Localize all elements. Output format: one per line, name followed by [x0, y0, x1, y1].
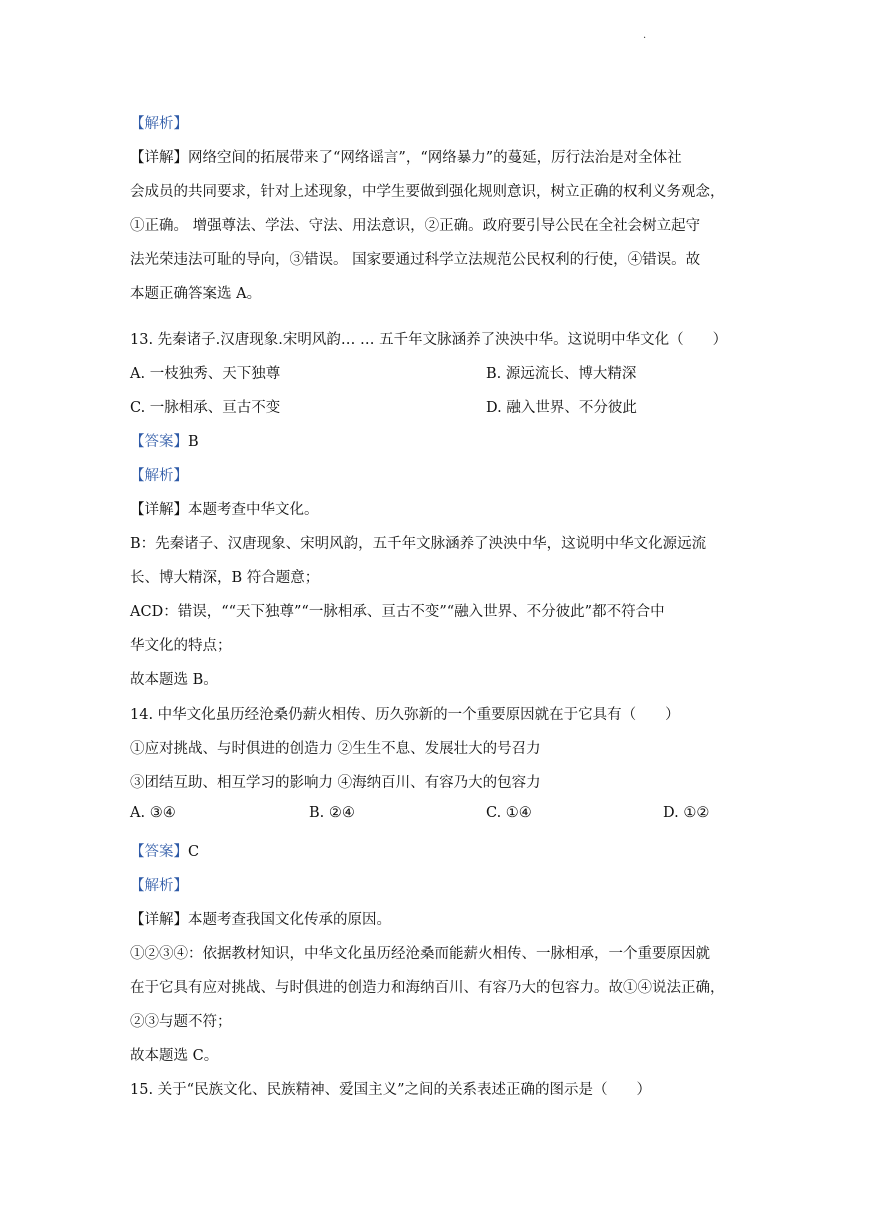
detail-text-line: 长、博大精深，B 符合题意； — [130, 570, 320, 586]
detail-text-line: 会成员的共同要求，针对上述现象，中学生要做到强化规则意识，树立正确的权利义务观念， — [130, 184, 725, 200]
detail-label: 【详解】 — [130, 912, 188, 928]
options-row — [130, 396, 730, 417]
analysis-label: 【解析】 — [130, 468, 188, 484]
option-d: D. 融入世界、不分彼此 — [486, 400, 637, 416]
detail-text-line: 华文化的特点； — [130, 638, 232, 654]
answer-value: B — [188, 434, 199, 450]
option-c: C. ①④ — [486, 805, 532, 821]
option-d: D. ①② — [663, 805, 710, 821]
analysis-label: 【解析】 — [130, 116, 188, 132]
detail-text-line: 法光荣违法可耻的导向，③错误。 国家要通过科学立法规范公民权利的行使，④错误。故 — [130, 252, 701, 268]
answer-label: 【答案】 — [130, 844, 188, 860]
options-row — [130, 362, 730, 383]
statement-line: ③团结互助、相互学习的影响力 ④海纳百川、有容乃大的包容力 — [130, 775, 541, 791]
statement-line: ①应对挑战、与时俱进的创造力 ②生生不息、发展壮大的号召力 — [130, 741, 541, 757]
detail-text-line: ACD：错误，““天下独尊”“一脉相承、亘古不变”“融入世界、不分彼此”都不符合中 — [130, 604, 665, 620]
detail-text-line: ②③与题不符； — [130, 1014, 232, 1030]
detail-label: 【详解】 — [130, 502, 188, 518]
detail-text: 本题考查我国文化传承的原因。 — [188, 912, 391, 928]
detail-paragraph-line — [130, 908, 391, 929]
detail-paragraph-line — [130, 146, 682, 167]
detail-text: 本题考查中华文化。 — [188, 502, 319, 518]
option-b: B. 源远流长、博大精深 — [486, 366, 637, 382]
answer-label: 【答案】 — [130, 434, 188, 450]
option-a: A. 一枝独秀、天下独尊 — [130, 366, 281, 382]
header-dot: . — [643, 30, 647, 41]
question-15: 15. 关于“民族文化、民族精神、爱国主义”之间的关系表述正确的图示是（ ） — [130, 1082, 651, 1098]
detail-text-line: B：先秦诸子、汉唐现象、宋明风韵，五千年文脉涵养了泱泱中华，这说明中华文化源远流 — [130, 536, 707, 552]
question-14: 14. 中华文化虽历经沧桑仍薪火相传、历久弥新的一个重要原因就在于它具有（ ） — [130, 707, 680, 723]
detail-text-line: 故本题选 C。 — [130, 1048, 219, 1064]
option-b: B. ②④ — [309, 805, 355, 821]
detail-text-line: ①正确。 增强尊法、学法、守法、用法意识，②正确。政府要引导公民在全社会树立起守 — [130, 218, 701, 234]
detail-text-line: 在于它具有应对挑战、与时俱进的创造力和海纳百川、有容乃大的包容力。故①④说法正确， — [130, 980, 725, 996]
analysis-label: 【解析】 — [130, 878, 188, 894]
detail-label: 【详解】 — [130, 150, 188, 166]
answer-line — [130, 840, 199, 861]
detail-text-line: 故本题选 B。 — [130, 672, 218, 688]
detail-text: 网络空间的拓展带来了“网络谣言”，“网络暴力”的蔓延，厉行法治是对全体社 — [188, 150, 682, 166]
detail-text-line: 本题正确答案选 A。 — [130, 286, 262, 302]
option-a: A. ③④ — [130, 805, 176, 821]
detail-paragraph-line — [130, 498, 319, 519]
answer-line — [130, 430, 199, 451]
question-13: 13. 先秦诸子.汉唐现象.宋明风韵… … 五千年文脉涵养了泱泱中华。这说明中华文化（ ） — [130, 332, 728, 348]
detail-text-line: ①②③④：依据教材知识，中华文化虽历经沧桑而能薪火相传、一脉相承，一个重要原因就 — [130, 946, 710, 962]
option-c: C. 一脉相承、亘古不变 — [130, 400, 281, 416]
options-row — [130, 805, 750, 821]
answer-value: C — [188, 844, 200, 860]
